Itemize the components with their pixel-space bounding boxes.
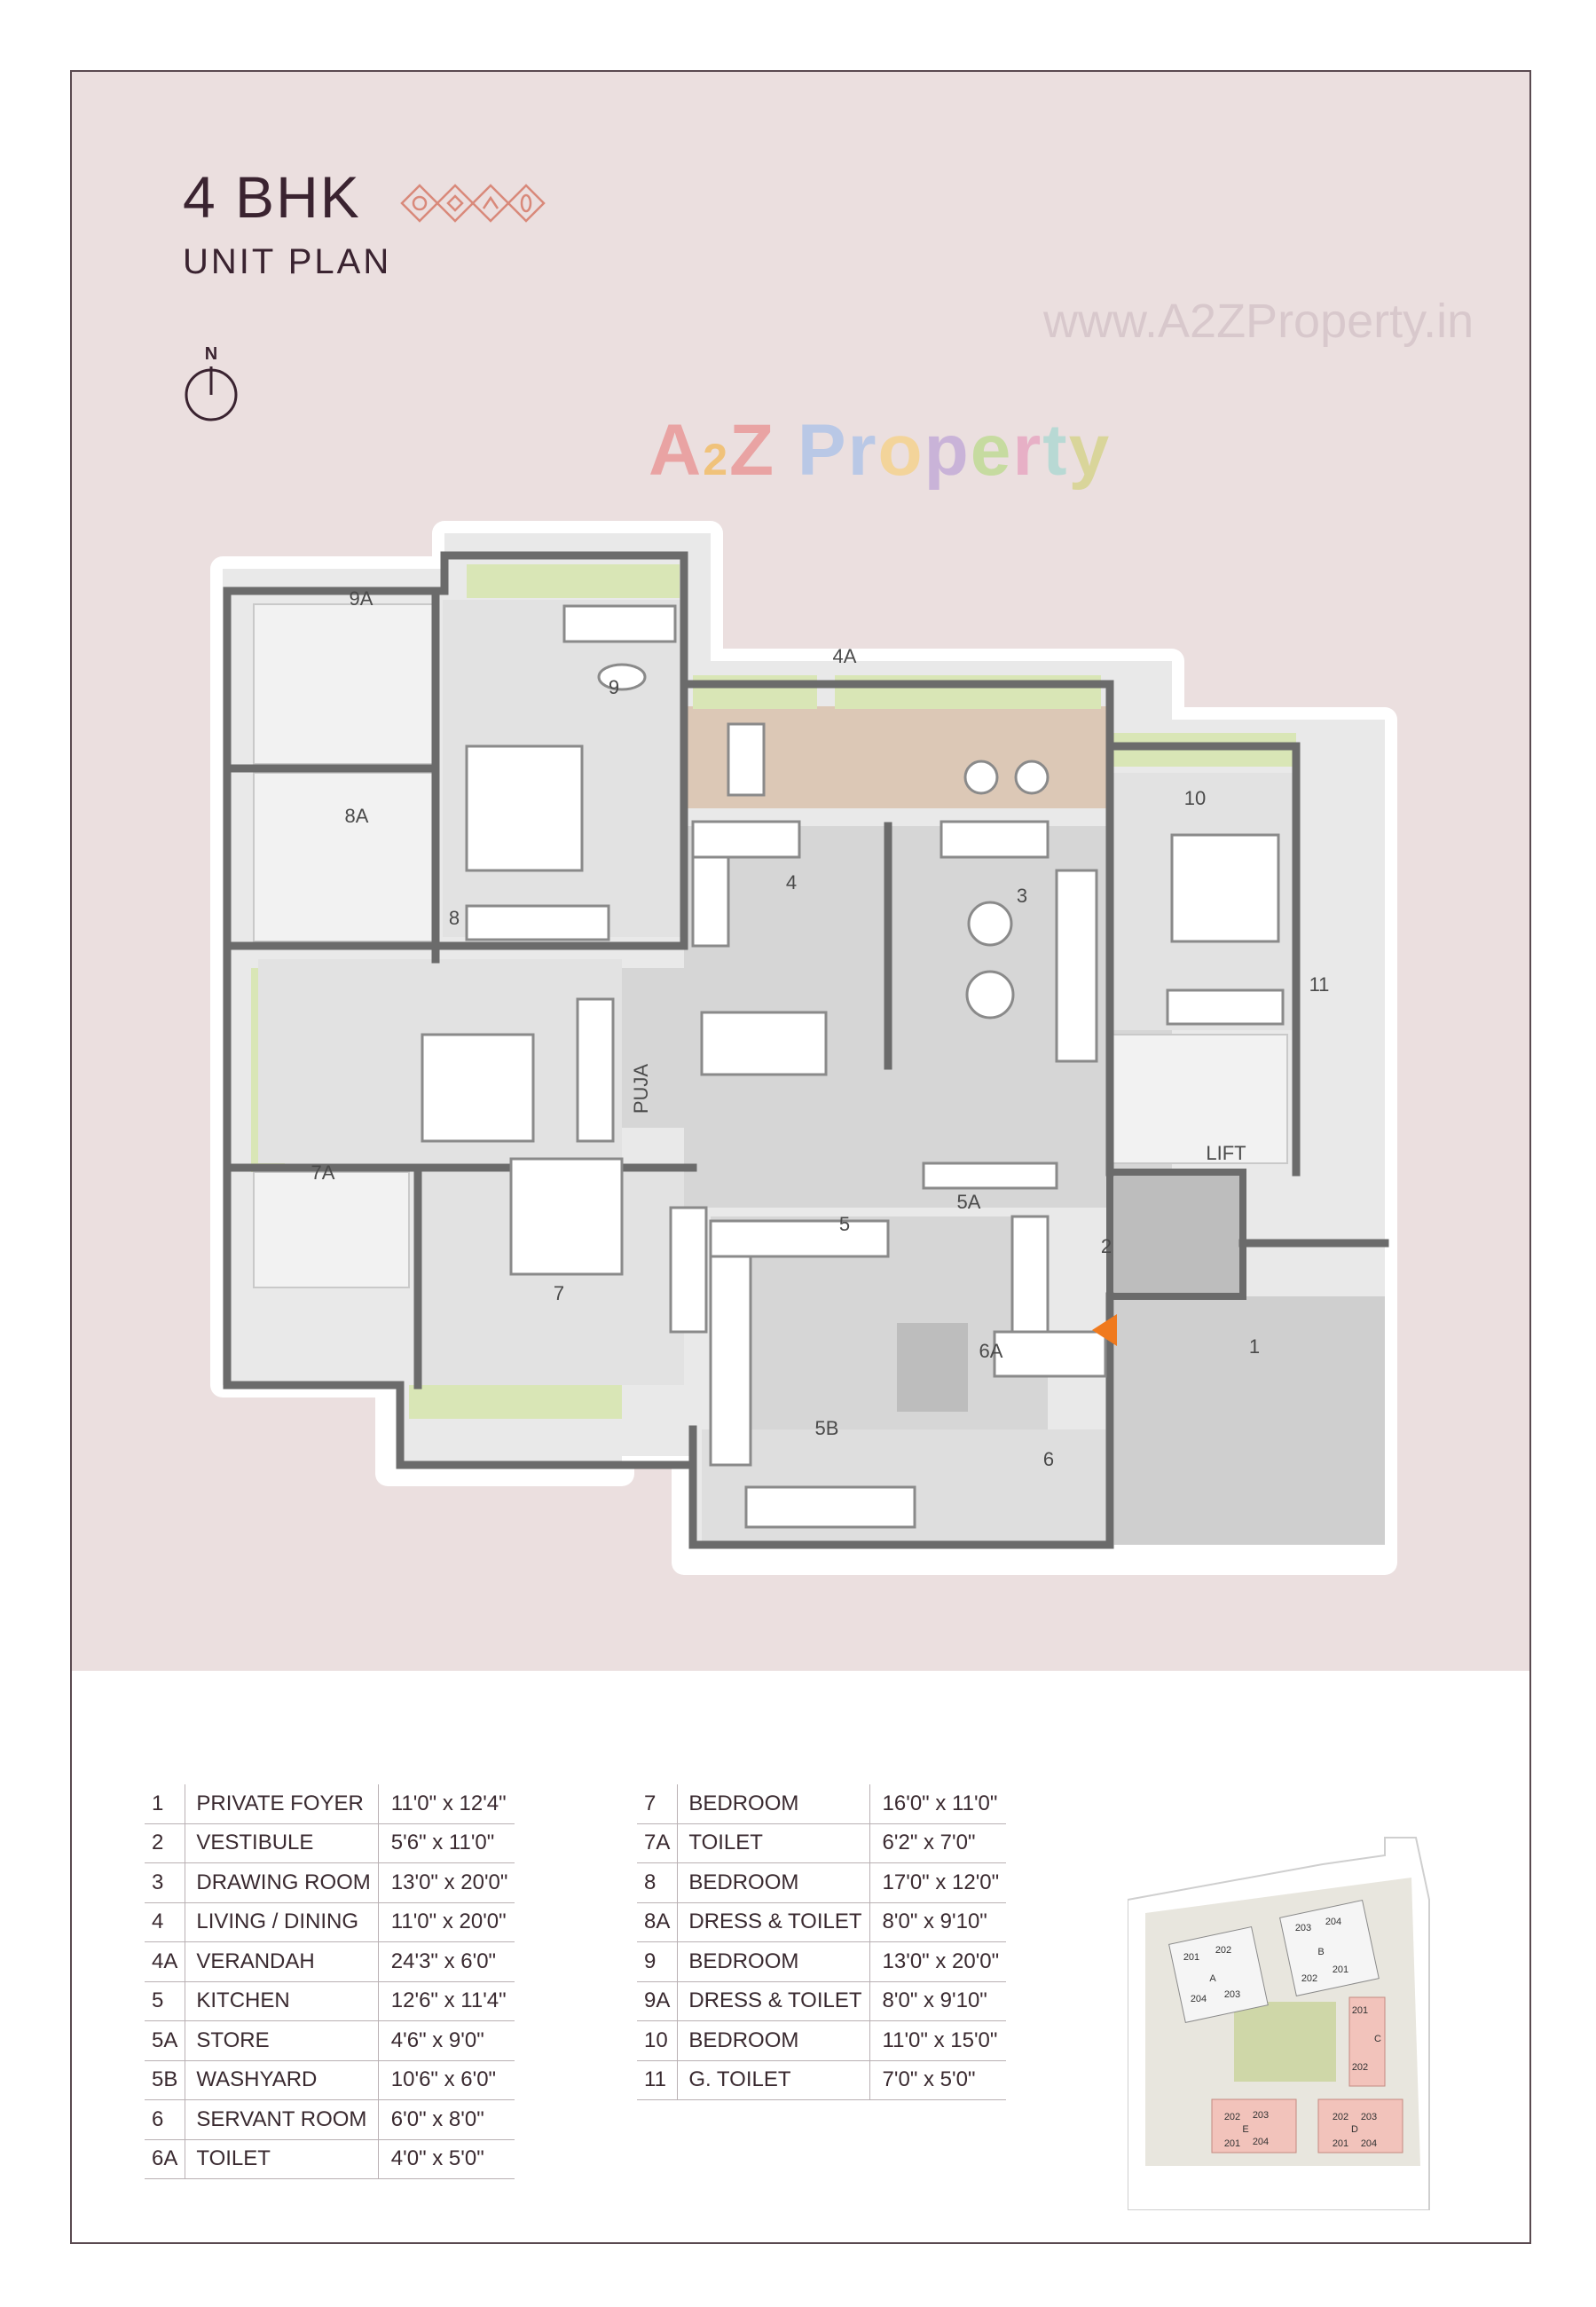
room-label: 2: [1100, 1235, 1112, 1257]
room-label: 11: [1309, 973, 1330, 996]
legend-number: 10: [637, 2021, 678, 2061]
room-label: 8A: [344, 805, 369, 827]
legend-number: 8: [637, 1863, 678, 1903]
legend-room-name: VERANDAH: [185, 1942, 378, 1982]
legend-room-name: PRIVATE FOYER: [185, 1784, 378, 1823]
watermark-logo-letter: 2: [703, 435, 730, 484]
room-label: 9: [608, 676, 620, 698]
legend-row: [145, 2139, 515, 2179]
legend-room-name: WASHYARD: [185, 2060, 378, 2100]
watermark-logo-letter: r: [1012, 410, 1043, 491]
legend-number: 7A: [637, 1823, 678, 1863]
key-plan-unit-label: 203: [1252, 2110, 1270, 2121]
legend-dimension: 24'3" x 6'0": [378, 1942, 515, 1982]
legend-row: [145, 1823, 515, 1863]
legend-dimension: 4'6" x 9'0": [378, 2021, 515, 2061]
store-shelf: [924, 1163, 1057, 1188]
room-label: 5B: [814, 1417, 839, 1439]
north-label: N: [204, 344, 218, 364]
legend-room-name: DRESS & TOILET: [678, 1902, 869, 1942]
room-label: PUJA: [630, 1063, 652, 1114]
legend-dimension: 12'6" x 11'4": [378, 1981, 515, 2021]
verandah-chair-1: [965, 761, 997, 793]
key-plan-unit-label: 204: [1190, 1994, 1207, 2004]
legend-number: 9A: [637, 1981, 678, 2021]
room-label: 6: [1042, 1448, 1055, 1470]
page-title: 4 BHK: [183, 164, 361, 230]
key-plan-unit-label: 201: [1332, 1964, 1349, 1975]
watermark-logo-letter: y: [1068, 410, 1112, 491]
floor-plan: [72, 72, 1531, 1669]
toilet-9a-floor: [254, 604, 436, 764]
room-label: 7: [553, 1282, 565, 1304]
key-plan-unit-label: 204: [1360, 2138, 1378, 2149]
key-plan-unit-label: 201: [1351, 2005, 1369, 2016]
legend-number: 4A: [145, 1942, 185, 1982]
key-plan-unit-label: 201: [1183, 1952, 1200, 1963]
page-subtitle: UNIT PLAN: [183, 242, 392, 281]
legend-row: [145, 1942, 515, 1982]
legend-row: [145, 1902, 515, 1942]
watermark-url: www.A2ZProperty.in: [1043, 295, 1474, 348]
wardrobe-9: [564, 606, 675, 642]
legend-row: [637, 1863, 1006, 1903]
legend-dimension: 7'0" x 5'0": [869, 2060, 1006, 2100]
legend-number: 2: [145, 1823, 185, 1863]
wardrobe-7: [671, 1208, 706, 1332]
legend-row: [145, 1863, 515, 1903]
legend-dimension: 10'6" x 6'0": [378, 2060, 515, 2100]
key-plan: [1128, 1749, 1474, 2210]
legend-number: 8A: [637, 1902, 678, 1942]
key-plan-unit-label: D: [1351, 2124, 1358, 2135]
toilet-6a-floor: [897, 1323, 968, 1412]
legend-row: [637, 1902, 1006, 1942]
bed-9: [467, 746, 582, 870]
watermark-logo-letter: p: [924, 410, 971, 491]
legend-room-name: SERVANT ROOM: [185, 2100, 378, 2140]
legend-number: 7: [637, 1784, 678, 1823]
bed-10: [1172, 835, 1278, 941]
legend-dimension: 16'0" x 11'0": [869, 1784, 1006, 1823]
table-drawing-2: [967, 972, 1013, 1018]
key-plan-unit-label: 201: [1223, 2138, 1241, 2149]
balcony-bottom: [409, 1385, 622, 1419]
watermark-logo-letter: r: [847, 410, 878, 491]
bathtub-9: [599, 665, 645, 689]
key-plan-unit-label: 203: [1294, 1923, 1312, 1933]
legend-dimension: 6'0" x 8'0": [378, 2100, 515, 2140]
room-label: 5A: [956, 1191, 981, 1213]
tower-b: [1280, 1901, 1380, 1996]
sofa-living-side: [693, 857, 728, 946]
kitchen-counter: [711, 1221, 888, 1256]
legend-room-name: LIVING / DINING: [185, 1902, 378, 1942]
legend-dimension: 4'0" x 5'0": [378, 2139, 515, 2179]
key-plan-unit-label: 202: [1215, 1945, 1232, 1956]
legend-dimension: 6'2" x 7'0": [869, 1823, 1006, 1863]
key-plan-unit-label: A: [1209, 1973, 1216, 1984]
legend-row: [145, 2100, 515, 2140]
watermark-logo-letter: t: [1042, 410, 1069, 491]
legend-dimension: 13'0" x 20'0": [869, 1942, 1006, 1982]
watermark-logo-letter: A: [649, 410, 704, 491]
sofa-drawing: [941, 822, 1048, 857]
room-label: 4: [785, 871, 798, 894]
legend-room-name: BEDROOM: [678, 2021, 869, 2061]
legend-number: 4: [145, 1902, 185, 1942]
tower-a: [1169, 1927, 1269, 2023]
wardrobe-9b: [467, 906, 609, 940]
page-frame: [70, 70, 1531, 2244]
foyer-floor: [1114, 1296, 1385, 1545]
key-plan-unit-label: B: [1317, 1947, 1325, 1957]
legend-dimension: 8'0" x 9'10": [869, 1981, 1006, 2021]
key-plan-unit-label: 202: [1223, 2112, 1241, 2122]
legend-row: [637, 1942, 1006, 1982]
legend-room-name: DRAWING ROOM: [185, 1863, 378, 1903]
watermark-logo-letter: P: [797, 410, 848, 491]
key-plan-unit-label: 204: [1252, 2137, 1270, 2147]
legend-number: 6: [145, 2100, 185, 2140]
legend-room-name: TOILET: [678, 1823, 869, 1863]
legend-dimension: 5'6" x 11'0": [378, 1823, 515, 1863]
dining-table: [702, 1012, 826, 1075]
legend-number: 5A: [145, 2021, 185, 2061]
wardrobe-8: [578, 999, 613, 1141]
legend-row: [145, 2021, 515, 2061]
legend-number: 3: [145, 1863, 185, 1903]
lift: [1110, 1172, 1243, 1296]
bed-7: [511, 1159, 622, 1274]
legend-row: [637, 2021, 1006, 2061]
room-label: LIFT: [1206, 1142, 1246, 1164]
legend-row: [145, 1784, 515, 1823]
verandah-chair-2: [1016, 761, 1048, 793]
legend-table-left: [145, 1784, 515, 2179]
legend-dimension: 11'0" x 12'4": [378, 1784, 515, 1823]
table-drawing: [969, 902, 1011, 945]
key-plan-unit-label: 202: [1351, 2062, 1369, 2073]
watermark-logo-letter: Z: [729, 410, 776, 491]
room-label: 8: [448, 907, 460, 929]
room-label: 6A: [979, 1340, 1003, 1362]
legend-number: 5B: [145, 2060, 185, 2100]
circulation-floor: [613, 968, 693, 1128]
watermark-logo-letter: o: [877, 410, 924, 491]
legend-dimension: 17'0" x 12'0": [869, 1863, 1006, 1903]
legend-row: [145, 1981, 515, 2021]
legend-room-name: BEDROOM: [678, 1942, 869, 1982]
wardrobe-10: [1168, 990, 1283, 1024]
legend-room-name: TOILET: [185, 2139, 378, 2179]
site-green: [1234, 2002, 1336, 2082]
legend-number: 6A: [145, 2139, 185, 2179]
key-plan-unit-label: E: [1242, 2124, 1249, 2135]
bed-8: [422, 1035, 533, 1141]
key-plan-unit-label: 201: [1332, 2138, 1349, 2149]
servant-bed: [995, 1332, 1105, 1376]
toilet-11-floor: [1110, 1035, 1287, 1163]
legend-room-name: STORE: [185, 2021, 378, 2061]
legend-dimension: 8'0" x 9'10": [869, 1902, 1006, 1942]
legend-number: 5: [145, 1981, 185, 2021]
legend-dimension: 11'0" x 20'0": [378, 1902, 515, 1942]
room-label: 10: [1183, 787, 1207, 809]
washyard-counter: [746, 1487, 915, 1527]
legend-row: [637, 1823, 1006, 1863]
key-plan-unit-label: 202: [1301, 1973, 1318, 1984]
toilet-8a-floor: [254, 773, 436, 941]
verandah-sofa: [728, 724, 764, 795]
toilet-7a-floor: [254, 1172, 409, 1287]
key-plan-unit-label: 202: [1332, 2112, 1349, 2122]
legend-room-name: G. TOILET: [678, 2060, 869, 2100]
room-label: 7A: [311, 1161, 335, 1184]
room-label: 3: [1016, 885, 1028, 907]
legend-number: 9: [637, 1942, 678, 1982]
legend-number: 11: [637, 2060, 678, 2100]
legend-room-name: BEDROOM: [678, 1784, 869, 1823]
balcony-top: [467, 564, 680, 598]
plan-panel: [72, 72, 1529, 1671]
key-plan-unit-label: 203: [1360, 2112, 1378, 2122]
legend-dimension: 11'0" x 15'0": [869, 2021, 1006, 2061]
room-label: 4A: [832, 645, 857, 667]
key-plan-unit-label: 203: [1223, 1989, 1241, 2000]
room-label: 9A: [349, 587, 373, 610]
legend-number: 1: [145, 1784, 185, 1823]
legend-room-name: KITCHEN: [185, 1981, 378, 2021]
sofa-living: [693, 822, 799, 857]
legend-room-name: BEDROOM: [678, 1863, 869, 1903]
legend-row: [637, 1784, 1006, 1823]
legend-room-name: DRESS & TOILET: [678, 1981, 869, 2021]
room-label: 1: [1248, 1335, 1261, 1358]
legend-room-name: VESTIBULE: [185, 1823, 378, 1863]
legend-row: [145, 2060, 515, 2100]
key-plan-unit-label: 204: [1325, 1917, 1342, 1927]
room-label: 5: [838, 1213, 851, 1235]
legend-dimension: 13'0" x 20'0": [378, 1863, 515, 1903]
legend-row: [637, 2060, 1006, 2100]
legend-row: [637, 1981, 1006, 2021]
kitchen-counter-side: [711, 1256, 751, 1465]
sofa-drawing-long: [1057, 870, 1097, 1061]
legend-table-right: [637, 1784, 1006, 2100]
watermark-logo-letter: e: [970, 410, 1013, 491]
key-plan-unit-label: C: [1374, 2034, 1381, 2044]
